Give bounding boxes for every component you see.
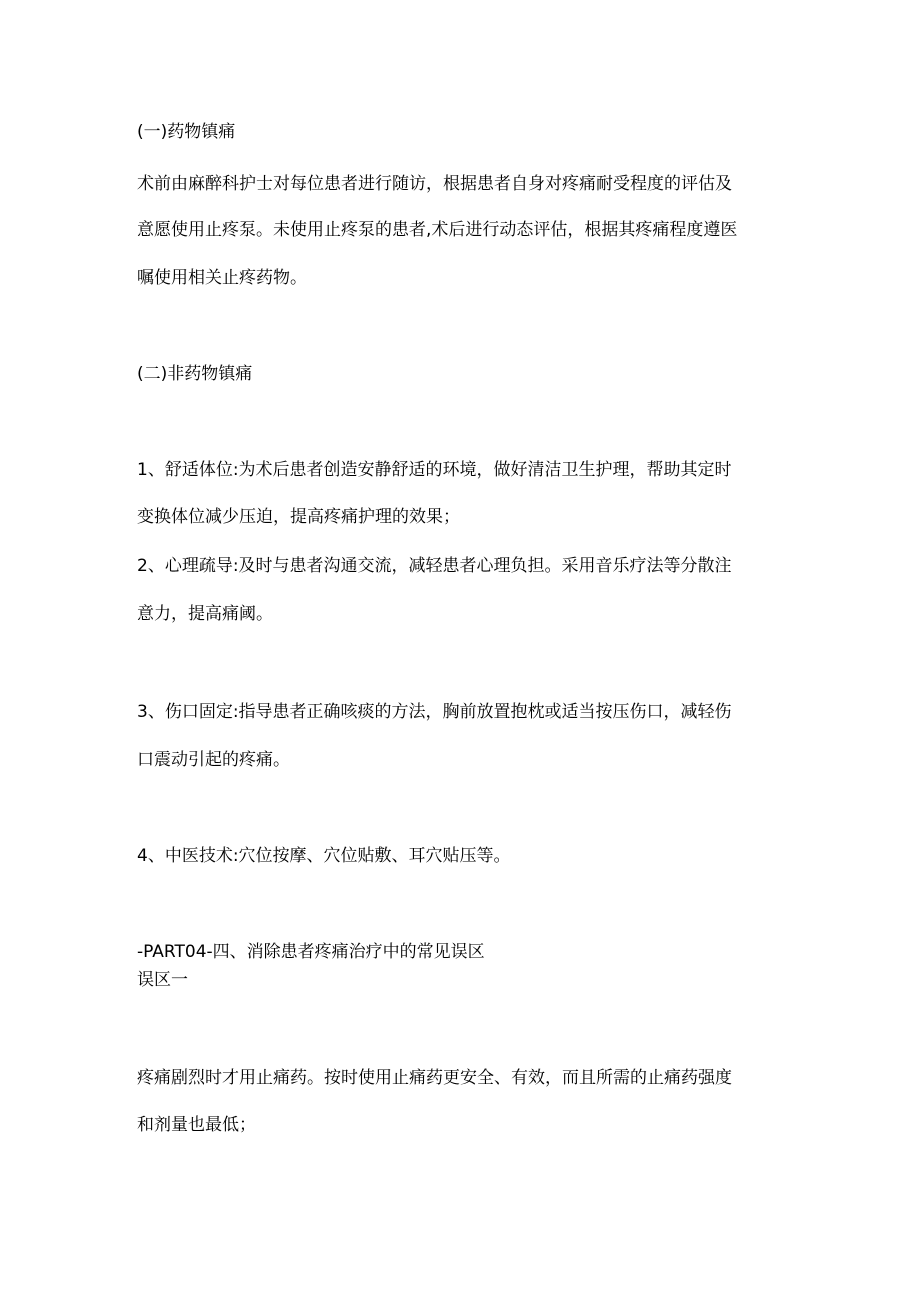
list-item-line: 口震动引起的疼痛。 bbox=[137, 750, 290, 770]
section-heading-non-medication: (二)非药物镇痛 bbox=[137, 364, 253, 384]
list-item-line: 1、舒适体位:为术后患者创造安静舒适的环境，做好清洁卫生护理，帮助其定时 bbox=[137, 460, 732, 480]
paragraph-line: 嘱使用相关止疼药物。 bbox=[137, 268, 307, 288]
list-item-line: 变换体位减少压迫，提高疼痛护理的效果； bbox=[137, 507, 460, 527]
paragraph-line: 意愿使用止疼泵。未使用止疼泵的患者,术后进行动态评估，根据其疼痛程度遵医 bbox=[137, 220, 738, 240]
list-item-line: 3、伤口固定:指导患者正确咳痰的方法，胸前放置抱枕或适当按压伤口，减轻伤 bbox=[137, 702, 732, 722]
list-item-line: 4、中医技术:穴位按摩、穴位贴敷、耳穴贴压等。 bbox=[137, 846, 511, 866]
misconception-heading: 误区一 bbox=[137, 970, 188, 990]
paragraph-line: 和剂量也最低； bbox=[137, 1115, 256, 1135]
part-title: -PART04-四、消除患者疼痛治疗中的常见误区 bbox=[137, 942, 485, 962]
list-item-line: 意力，提高痛阈。 bbox=[137, 604, 273, 624]
paragraph-line: 术前由麻醉科护士对每位患者进行随访，根据患者自身对疼痛耐受程度的评估及 bbox=[137, 174, 732, 194]
section-heading-medication: (一)药物镇痛 bbox=[137, 122, 236, 142]
paragraph-line: 疼痛剧烈时才用止痛药。按时使用止痛药更安全、有效，而且所需的止痛药强度 bbox=[137, 1068, 732, 1088]
list-item-line: 2、心理疏导:及时与患者沟通交流，减轻患者心理负担。采用音乐疗法等分散注 bbox=[137, 556, 732, 576]
